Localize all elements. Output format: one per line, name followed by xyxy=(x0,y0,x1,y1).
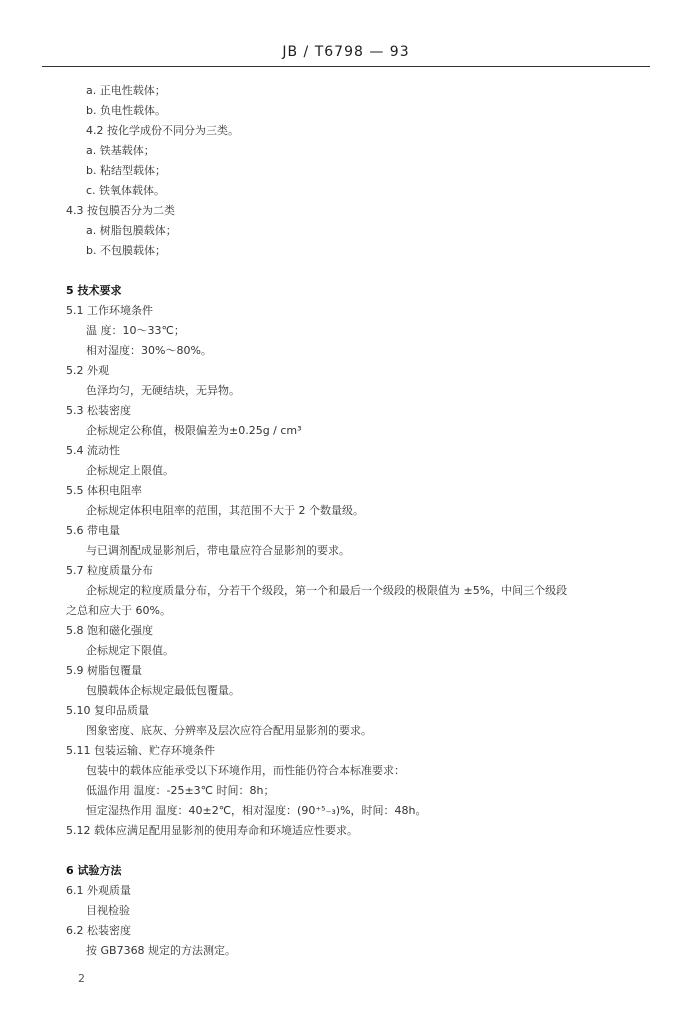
item-4-2-b: b. 粘结型载体； xyxy=(86,164,166,177)
appearance-text: 色泽均匀，无硬结块，无异物。 xyxy=(86,384,240,397)
clause-5-3: 5.3 松装密度 xyxy=(66,404,131,417)
clause-5-5: 5.5 体积电阻率 xyxy=(66,484,142,497)
clause-5-6: 5.6 带电量 xyxy=(66,524,120,537)
low-temp-condition: 低温作用 温度：-25±3℃ 时间：8h； xyxy=(86,784,275,797)
particle-size-text: 企标规定的粒度质量分布，分若干个级段，第一个和最后一个级段的极限值为 ±5%，中间三个级段 xyxy=(86,584,568,597)
visual-inspection-text: 目视检验 xyxy=(86,904,130,917)
test-method-text: 按 GB7368 规定的方法测定。 xyxy=(86,944,237,957)
clause-5-11: 5.11 包装运输、贮存环境条件 xyxy=(66,744,215,757)
particle-size-text-cont: 之总和应大于 60%。 xyxy=(66,604,171,617)
section-5-heading: 5 技术要求 xyxy=(66,284,122,297)
item-4-2-a: a. 铁基载体； xyxy=(86,144,155,157)
clause-5-1: 5.1 工作环境条件 xyxy=(66,304,153,317)
coating-text: 包膜载体企标规定最低包覆量。 xyxy=(86,684,240,697)
clause-4-3: 4.3 按包膜否分为二类 xyxy=(66,204,175,217)
charge-text: 与已调剂配成显影剂后，带电量应符合显影剂的要求。 xyxy=(86,544,350,557)
clause-5-10: 5.10 复印品质量 xyxy=(66,704,149,717)
clause-5-4: 5.4 流动性 xyxy=(66,444,120,457)
flowability-text: 企标规定上限值。 xyxy=(86,464,174,477)
item-4-3-b: b. 不包膜载体； xyxy=(86,244,166,257)
temperature-range: 温 度：10～33℃； xyxy=(86,324,185,337)
page-number: 2 xyxy=(78,972,85,985)
bulk-density-text: 企标规定公称值，极限偏差为±0.25g / cm³ xyxy=(86,424,302,437)
clause-4-2: 4.2 按化学成份不同分为三类。 xyxy=(86,124,239,137)
copy-quality-text: 图象密度、底灰、分辨率及层次应符合配用显影剂的要求。 xyxy=(86,724,372,737)
clause-5-7: 5.7 粒度质量分布 xyxy=(66,564,153,577)
header-rule xyxy=(42,66,650,67)
clause-5-8: 5.8 饱和磁化强度 xyxy=(66,624,153,637)
clause-6-1: 6.1 外观质量 xyxy=(66,884,131,897)
item-4-1-a: a. 正电性载体； xyxy=(86,84,166,97)
resistivity-text: 企标规定体积电阻率的范围，其范围不大于 2 个数量级。 xyxy=(86,504,364,517)
section-6-heading: 6 试验方法 xyxy=(66,864,122,877)
clause-5-2: 5.2 外观 xyxy=(66,364,109,377)
item-4-2-c: c. 铁氧体载体。 xyxy=(86,184,166,197)
humidity-range: 相对湿度：30%～80%。 xyxy=(86,344,212,357)
standard-code-header: JB / T6798 — 93 xyxy=(282,44,410,60)
clause-5-9: 5.9 树脂包覆量 xyxy=(66,664,142,677)
packaging-text: 包装中的载体应能承受以下环境作用，而性能仍符合本标准要求： xyxy=(86,764,405,777)
magnetization-text: 企标规定下限值。 xyxy=(86,644,174,657)
item-4-3-a: a. 树脂包膜载体； xyxy=(86,224,177,237)
clause-5-12: 5.12 载体应满足配用显影剂的使用寿命和环境适应性要求。 xyxy=(66,824,358,837)
clause-6-2: 6.2 松装密度 xyxy=(66,924,131,937)
item-4-1-b: b. 负电性载体。 xyxy=(86,104,166,117)
damp-heat-condition: 恒定湿热作用 温度：40±2℃，相对湿度：(90⁺⁵₋₃)%，时间：48h。 xyxy=(86,804,427,817)
